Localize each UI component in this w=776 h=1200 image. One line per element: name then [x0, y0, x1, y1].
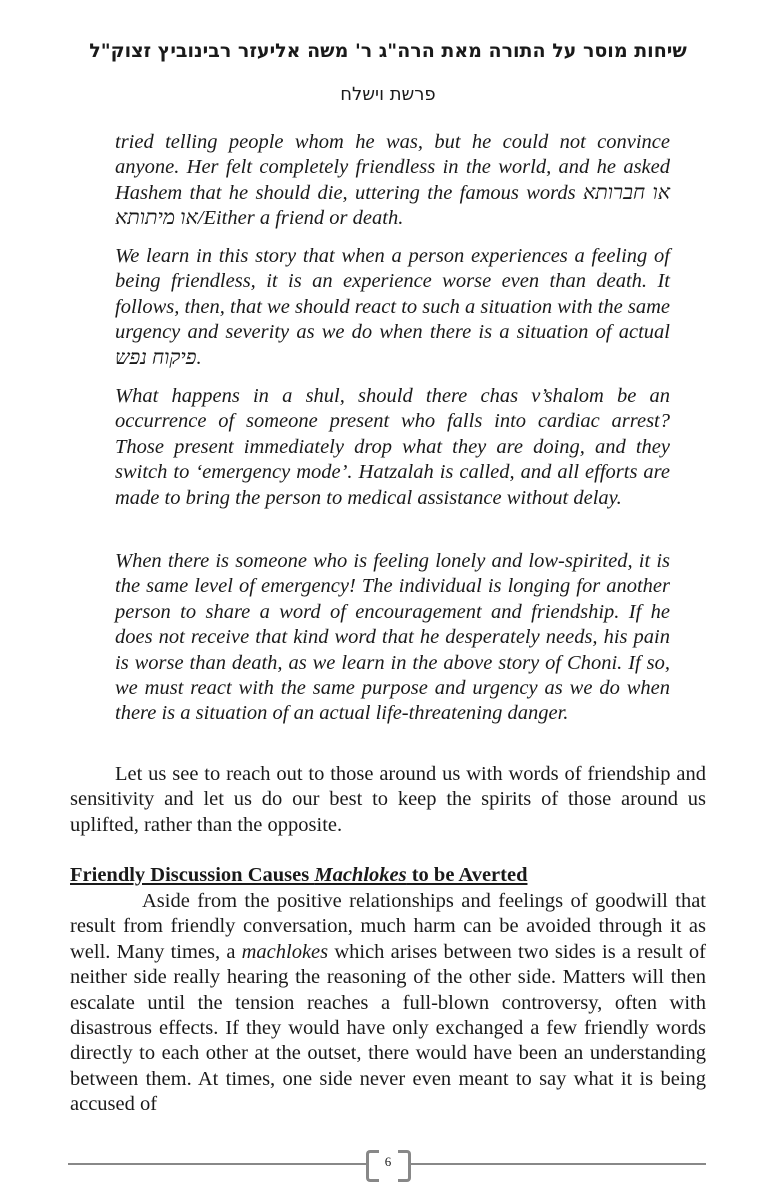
section-heading [70, 864, 527, 887]
running-header-title: שיחות מוסר על התורה מאת הרה"ג ר' משה אליעזר רבינוביץ זצוק"ל [89, 40, 687, 62]
text: tried telling people whom he was, but he could not convince anyone. Her felt completely friendless in the world, and he asked Hashem that he should die, uttering the famous words [115, 131, 670, 204]
hebrew-text: פיקוח נפש [115, 346, 197, 369]
quote-paragraph: When there is someone who is feeling lonely and low-spirited, it is the same level of emergency! The individual is longing for another person to share a word of encouragement and friendship. If he does not receive that kind word that he desperately needs, his pain is worse than death, as we learn in the above story of Choni. If so, we must react with the same purpose and urgency as we do when there is a situation of an actual life-threatening danger. [115, 550, 670, 725]
body-paragraph: Let us see to reach out to those around us with words of friendship and sensitivity and let us do our best to keep the spirits of those around us uplifted, rather than the opposite. [70, 763, 706, 836]
hebrew-text: או חברותא או מיתותא [115, 181, 670, 230]
body-paragraph [70, 889, 706, 1118]
text: /Either a friend or death. [197, 207, 404, 230]
text: Machlokes [314, 864, 407, 886]
quote-paragraph: What happens in a shul, should there chas v’shalom be an occurrence of someone present who falls into cardiac arrest? Those present immediately drop what they are doing, and they switch to ‘emergency mode’. Hatzalah is called, and all efforts are made to bring the person to medical assistance without delay. [115, 385, 670, 509]
page-footer [68, 1148, 706, 1178]
text: We learn in this story that when a person experiences a feeling of being friendless, it is an experience worse even than death. It follows, then, that we should react to such a situation with the same urgency and severity as we do when there is a situation of actual [115, 245, 671, 344]
quote-paragraph [115, 244, 670, 371]
text: . [196, 346, 202, 369]
right-bracket [398, 1150, 411, 1182]
running-header-parsha: פרשת וישלח [340, 84, 436, 105]
quote-paragraph [115, 130, 670, 232]
footer-rule [411, 1163, 706, 1165]
footer-rule [68, 1163, 366, 1165]
text: Friendly Discussion Causes [70, 864, 315, 886]
page-number: 6 [384, 1154, 392, 1169]
text: to be Averted [406, 864, 528, 886]
text: machlokes [241, 940, 329, 963]
text: Aside from the positive relationships and feelings of goodwill that result from friendly conversation, much harm can be avoided through it as well. Many times, a [70, 890, 706, 963]
text: which arises between two sides is a result of neither side really hearing the reasoning of the other side. Matters will then escalate until the tension reaches a full-blown controversy, often with disastrous effects. If they would have only exchanged a few friendly words directly to each other at the outset, there would have been an understanding between them. At times, one side never even meant to say what it is being accused of [70, 940, 706, 1116]
